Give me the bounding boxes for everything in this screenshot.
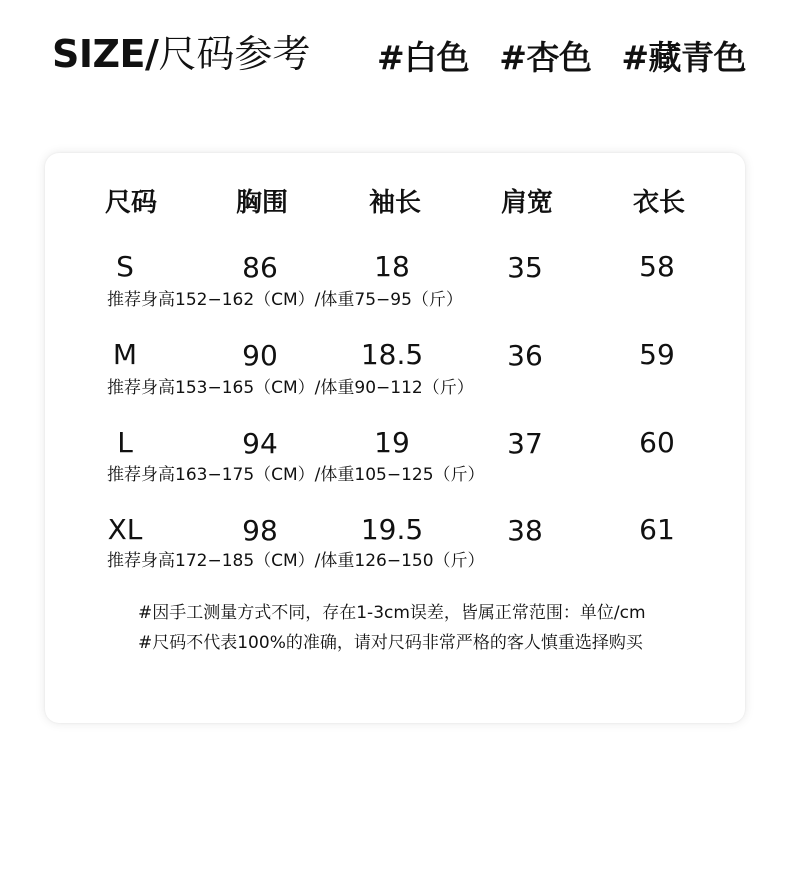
color-apricot: #杏色	[499, 38, 592, 77]
length-cell: 59	[639, 338, 675, 371]
length-cell: 60	[639, 426, 675, 459]
sleeve-cell: 18	[374, 250, 410, 283]
shoulder-cell: 35	[507, 251, 543, 284]
size-cell: L	[117, 426, 133, 459]
measurement-disclaimer	[138, 598, 646, 658]
shoulder-cell: 36	[507, 339, 543, 372]
size-cell: S	[116, 250, 134, 283]
size-cell: M	[112, 338, 138, 371]
shoulder-cell: 38	[507, 514, 543, 547]
chest-cell: 86	[242, 251, 278, 284]
size-cell: XL	[107, 513, 143, 546]
length-cell: 61	[639, 513, 675, 546]
col-header-size: 尺码	[104, 188, 158, 218]
col-header-chest: 胸围	[235, 188, 289, 218]
chest-cell: 94	[242, 427, 278, 460]
recommend-note: 推荐身高163−175（CM）/体重105−125（斤）	[107, 465, 485, 485]
shoulder-cell: 37	[507, 427, 543, 460]
chest-cell: 98	[242, 514, 278, 547]
length-cell: 58	[639, 250, 675, 283]
disclaimer-line-2: #尺码不代表100%的准确，请对尺码非常严格的客人慎重选择购买	[138, 633, 643, 653]
sleeve-cell: 19	[374, 426, 410, 459]
title-english: SIZE/	[52, 32, 159, 76]
recommend-note: 推荐身高153−165（CM）/体重90−112（斤）	[107, 378, 474, 398]
sleeve-cell: 18.5	[360, 338, 424, 371]
title-chinese: 尺码参考	[158, 32, 311, 76]
color-options	[377, 34, 746, 82]
recommend-note: 推荐身高152−162（CM）/体重75−95（斤）	[107, 290, 463, 310]
disclaimer-line-1: #因手工测量方式不同，存在1-3cm误差，皆属正常范围：单位/cm	[138, 603, 646, 623]
color-navy: #藏青色	[621, 38, 746, 77]
color-white: #白色	[377, 38, 470, 77]
recommend-note: 推荐身高172−185（CM）/体重126−150（斤）	[107, 551, 485, 571]
col-header-length: 衣长	[632, 188, 686, 218]
col-header-sleeve: 袖长	[368, 188, 422, 218]
col-header-shoulder: 肩宽	[500, 188, 554, 218]
page-title	[52, 28, 310, 80]
size-chart-card	[45, 153, 745, 723]
sleeve-cell: 19.5	[360, 513, 424, 546]
chest-cell: 90	[242, 339, 278, 372]
